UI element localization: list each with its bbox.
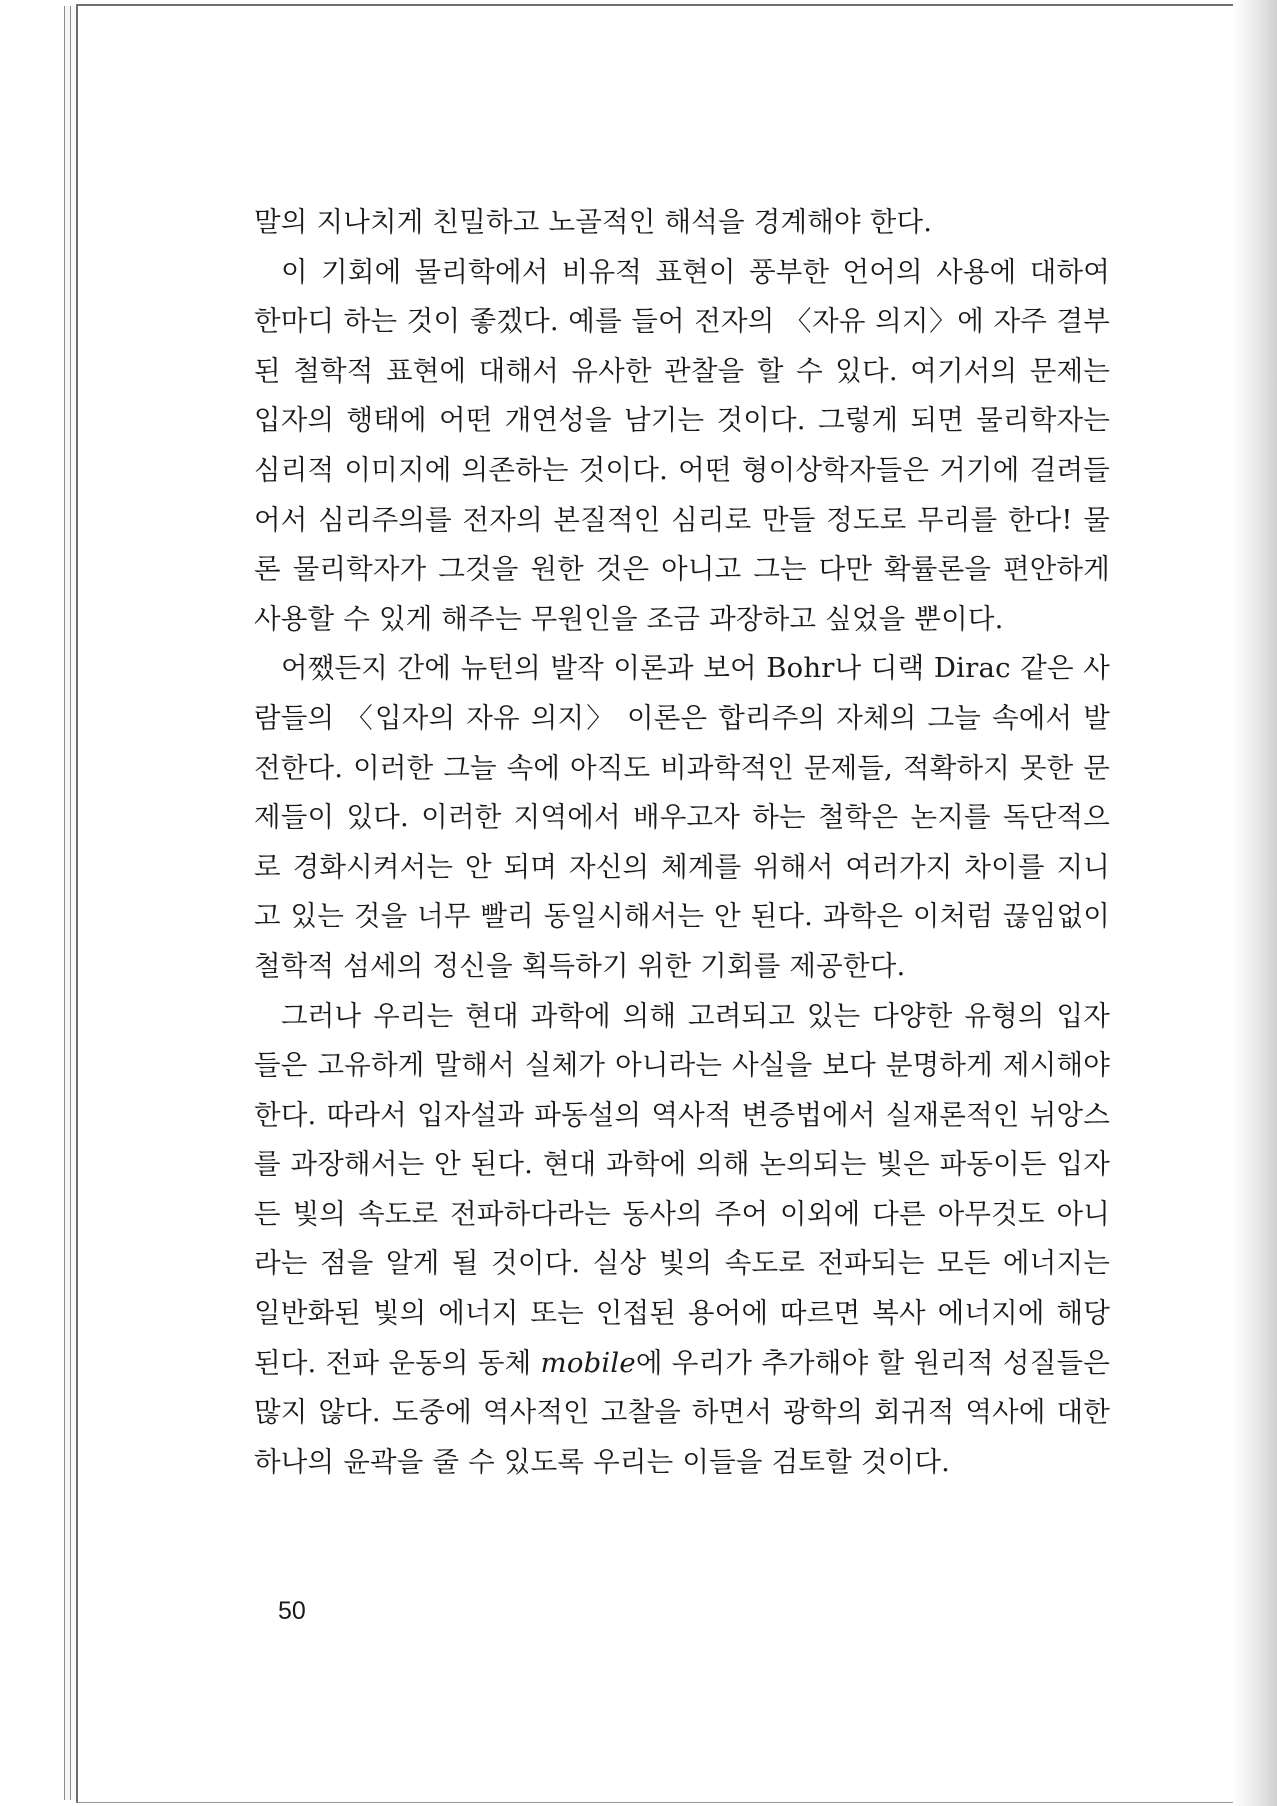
italic-term-mobile: mobile [540,1346,636,1379]
paragraph-text-part-1: 그러나 우리는 현대 과학에 의해 고려되고 있는 다양한 유형의 입자들은 고유하게 말해서 실체가 아니라는 사실을 보다 분명하게 제시해야 한다. 따라서 입자설과 파동설의 역사적 변증법에서 실재론적인 뉘앙스를 과장해서는 안 된다. 현대 과학에 의해 논의되는 빛은 파동이든 입자든 빛의 속도로 전파하다라는 동사의 주어 이외에 다른 아무것도 아니라는 점을 알게 될 것이다. 실상 빛의 속도로 전파되는 모든 에너지는 일반화된 빛의 에너지 또는 인접된 용어에 따르면 복사 에너지에 해당된다. 전파 운동의 동체 [254,999,1110,1379]
binding-gutter-shadow [1233,0,1277,1806]
paragraph-free-will-theory: 어쨌든지 간에 뉴턴의 발작 이론과 보어 Bohr나 디랙 Dirac 같은 사람들의 〈입자의 자유 의지〉 이론은 합리주의 자체의 그늘 속에서 발전한다. 이러한 그늘 속에 아직도 비과학적인 문제들, 적확하지 못한 문제들이 있다. 이러한 지역에서 배우고자 하는 철학은 논지를 독단적으로 경화시켜서는 안 되며 자신의 체계를 위해서 여러가지 차이를 지니고 있는 것을 너무 빨리 동일시해서는 안 된다. 과학은 이처럼 끊임없이 철학적 섬세의 정신을 획득하기 위한 기회를 제공한다. [254,652,1110,982]
body-text [254,198,1110,1487]
paragraph-particle-substance [254,992,1110,1488]
paragraph-continuation: 말의 지나치게 친밀하고 노골적인 해석을 경계해야 한다. [254,206,933,238]
paragraph-text-part-2: 에 우리가 추가해야 할 원리적 성질들은 많지 않다. 도중에 역사적인 고찰을 하면서 광학의 회귀적 역사에 대한 하나의 윤곽을 줄 수 있도록 우리는 이들을 검토할 것이다. [254,1346,1110,1478]
page-number: 50 [278,1597,306,1625]
paragraph-figurative-language: 이 기회에 물리학에서 비유적 표현이 풍부한 언어의 사용에 대하여 한마디 하는 것이 좋겠다. 예를 들어 전자의 〈자유 의지〉에 자주 결부된 철학적 표현에 대해서 유사한 관찰을 할 수 있다. 여기서의 문제는 입자의 행태에 어떤 개연성을 남기는 것이다. 그렇게 되면 물리학자는 심리적 이미지에 의존하는 것이다. 어떤 형이상학자들은 거기에 걸려들어서 심리주의를 전자의 본질적인 심리로 만들 정도로 무리를 한다! 물론 물리학자가 그것을 원한 것은 아니고 그는 다만 확률론을 편안하게 사용할 수 있게 해주는 무원인을 조금 과장하고 싶었을 뿐이다. [254,255,1110,635]
